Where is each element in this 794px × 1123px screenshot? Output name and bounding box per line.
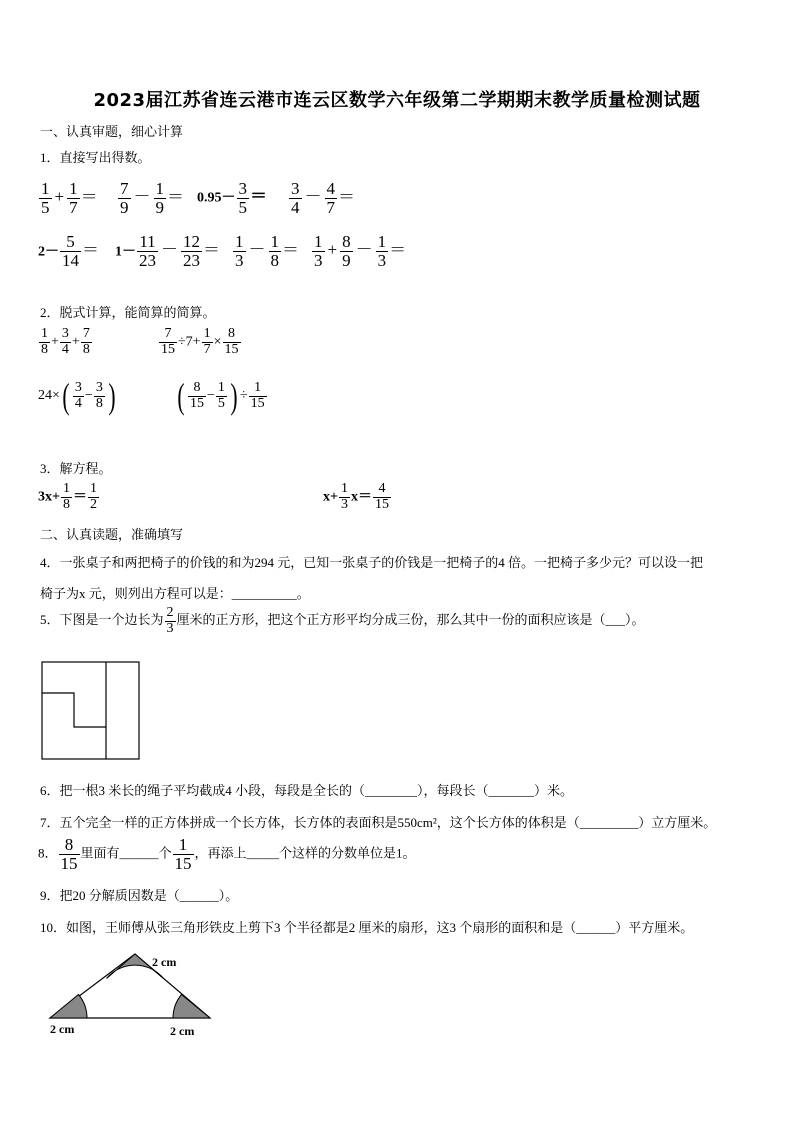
q2-expr-3: 24×( $\frac{3}{4}$ − $\frac{3}{8}$ ) <box>38 376 116 416</box>
q10-label-right: 2 cm <box>170 1024 195 1038</box>
q6-text: 6．把一根3 米长的绳子平均截成4 小段，每段是全长的（________），每段长（_______）米。 <box>40 783 574 798</box>
q5-text: 5．下图是一个边长为 $\frac{2}{3}$ 厘米的正方形，把这个正方形平均分成三份，那么其中一份的面积应该是（___）。 <box>40 605 645 636</box>
q10-triangle-figure <box>40 950 220 1040</box>
q2-label: 2．脱式计算，能简算的简算。 <box>40 305 216 320</box>
q1-expr-2: $\frac{7}{9}$ － $\frac{1}{9}$ ＝ <box>120 179 184 217</box>
q1-expr-5: 2－ $\frac{5}{14}$ ＝ <box>38 232 99 270</box>
q3-equation-1: 3x+ $\frac{1}{8}$ ＝ $\frac{1}{2}$ <box>38 481 97 512</box>
q2-expr-2: $\frac{7}{15}$ ÷7+ $\frac{1}{7}$ × $\frac{8}{15}$ <box>161 326 239 357</box>
q1-label: 1．直接写出得数。 <box>40 150 151 165</box>
q1-expr-7: $\frac{1}{3}$ － $\frac{1}{8}$ ＝ <box>235 232 299 270</box>
q1-expr-4: $\frac{3}{4}$ － $\frac{4}{7}$ ＝ <box>291 179 355 217</box>
q4-line-1: 4．一张桌子和两把椅子的价钱的和为294 元，已知一张桌子的价钱是一把椅子的4 倍。一把椅子多少元？可以设一把 <box>40 555 704 570</box>
q2-expr-4: ( $\frac{8}{15}$ − $\frac{1}{5}$ ) ÷ $\frac{1}{15}$ <box>177 376 265 416</box>
q1-expr-6: 1－ $\frac{11}{23}$ － $\frac{12}{23}$ ＝ <box>115 232 220 270</box>
q10-label-left: 2 cm <box>50 1022 75 1036</box>
q1-expr-3: 0.95－ $\frac{3}{5}$ ＝ <box>197 179 267 217</box>
q1-expr-1: $\frac{1}{5}$ + $\frac{1}{7}$ ＝ <box>41 179 98 217</box>
q3-label: 3．解方程。 <box>40 461 112 476</box>
q3-equation-2: x+ $\frac{1}{3}$ x＝ $\frac{4}{15}$ <box>323 481 389 512</box>
section-2-heading: 二、认真读题，准确填写 <box>40 527 184 542</box>
section-1-heading: 一、认真审题，细心计算 <box>40 124 184 139</box>
q10-text: 10．如图，王师傅从张三角形铁皮上剪下3 个半径都是2 厘米的扇形，这3 个扇形的面积和是（______）平方厘米。 <box>40 920 694 935</box>
q5-square-figure <box>41 661 141 761</box>
q2-expr-1: $\frac{1}{8}$ + $\frac{3}{4}$ + $\frac{7}{8}$ <box>41 326 90 357</box>
q1-expr-8: $\frac{1}{3}$ + $\frac{8}{9}$ － $\frac{1}{3}$ ＝ <box>314 232 407 270</box>
q9-text: 9．把20 分解质因数是（______）。 <box>40 888 239 903</box>
q10-label-top: 2 cm <box>152 955 177 969</box>
page-title: 2023届江苏省连云港市连云区数学六年级第二学期期末教学质量检测试题 <box>93 90 701 111</box>
q7-text: 7．五个完全一样的正方体拼成一个长方体，长方体的表面积是550cm²，这个长方体的体积是（_________）立方厘米。 <box>40 815 717 830</box>
q8-text: 8． $\frac{8}{15}$ 里面有______个 $\frac{1}{15}$ ，再添上_____个这样的分数单位是1。 <box>38 835 416 873</box>
q4-line-2: 椅子为x 元，则列出方程可以是：__________。 <box>40 586 310 601</box>
